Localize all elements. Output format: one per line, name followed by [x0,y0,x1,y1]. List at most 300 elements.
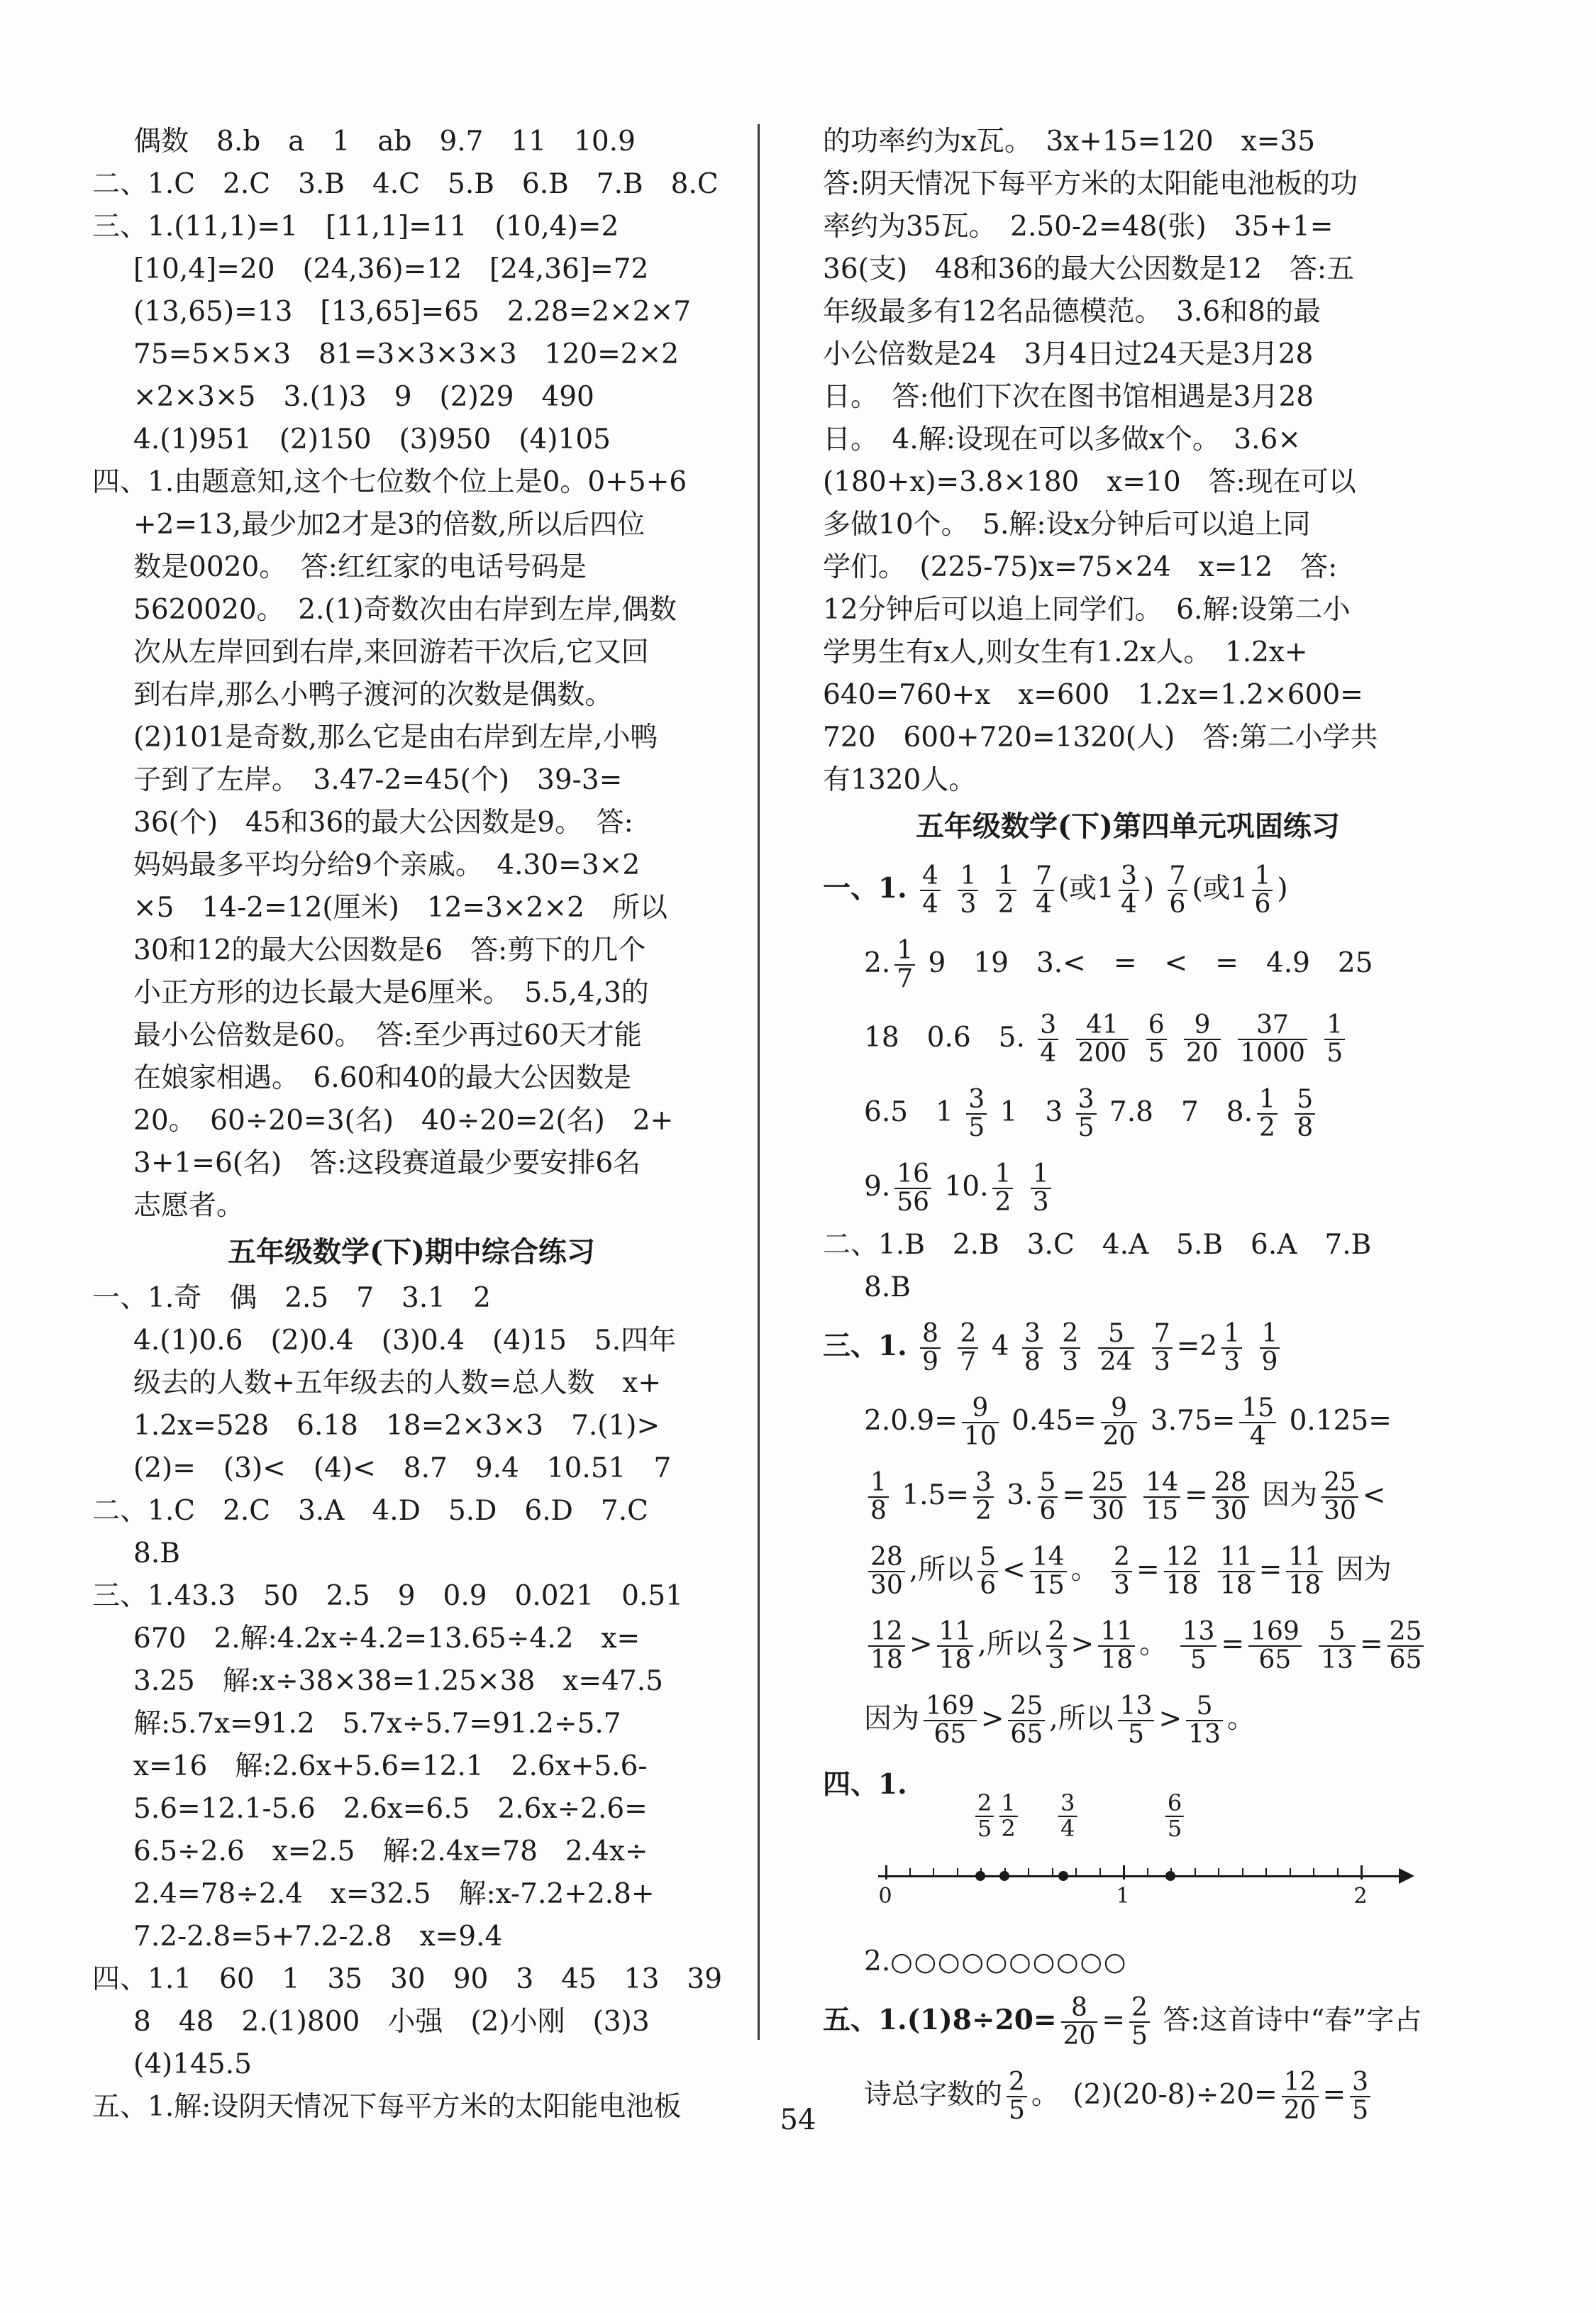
answer-line: 妈妈最多平均分给9个亲戚。 4.30=3×2 [133,849,641,881]
text: ,所以 [909,1554,974,1586]
answer-line: 8 48 2.(1)800 小强 (2)小刚 (3)3 [133,2006,650,2038]
fraction-denominator: 13 [1188,1720,1221,1749]
fraction-numerator: 28 [868,1544,905,1572]
number-line-tick [933,1868,934,1877]
number-line-tick [1337,1868,1339,1877]
answer-line: 级去的人数+五年级去的人数=总人数 x+ [133,1367,662,1399]
fraction-denominator: 9 [1261,1347,1278,1376]
fraction [1038,1469,1058,1525]
text: < [1362,1479,1386,1511]
number-line [864,1789,1433,1941]
answer-line: 3.25 解:x÷38×38=1.25×38 x=47.5 [133,1665,663,1697]
fraction-numerator: 12 [1164,1544,1201,1572]
fraction-numerator: 14 [1143,1469,1180,1498]
right-column [823,121,1433,2132]
fraction [868,1544,905,1599]
number-line-point [999,1871,1009,1881]
answer-line: 小正方形的边长最大是6厘米。 5.5,4,3的 [133,977,649,1009]
fraction [1295,1086,1315,1142]
answer-line: 8.B [133,1538,180,1569]
answer-line: 数是0020。 答:红红家的电话号码是 [133,551,587,583]
fraction [1286,1544,1323,1599]
text: 18 0.6 5. [864,1022,1025,1054]
fraction-numerator: 5 [1186,1693,1223,1721]
fraction-denominator: 5 [1148,1039,1165,1068]
fraction [1101,1395,1138,1450]
fraction-numerator: 2 [1112,1544,1132,1572]
fraction-denominator: 6 [1169,890,1186,919]
answer-line: (4)145.5 [133,2048,252,2080]
fraction-numerator: 3 [1058,1792,1077,1817]
fraction [1098,1320,1135,1376]
answer-line: 学男生有x人,则女生有1.2x人。 1.2x+ [823,636,1308,668]
number-line-point-label [1058,1789,1077,1842]
fraction-numerator: 1 [1260,1320,1280,1349]
answer-line: 一、1.奇 偶 2.5 7 3.1 2 [92,1282,491,1314]
text: = [1359,1628,1383,1660]
fraction-numerator: 3 [1350,2069,1370,2097]
fraction-numerator: 11 [1286,1544,1323,1572]
text: = [1185,1479,1208,1511]
answer-line: 36(个) 45和36的最大公因数是9。 答: [133,807,633,839]
fraction-denominator: 20 [1186,1039,1219,1068]
unit4-s3-row2 [823,1384,1433,1458]
fraction-numerator: 9 [962,1395,999,1423]
fraction-denominator: 15 [1031,1571,1065,1600]
answer-line: (180+x)=3.8×180 x=10 答:现在可以 [823,466,1356,498]
answer-line: 5.6=12.1-5.6 2.6x=6.5 2.6x÷2.6= [133,1793,648,1825]
fraction-numerator: 28 [1212,1469,1249,1498]
fraction-numerator: 1 [999,1792,1017,1817]
answer-line: 五、1.解:设阴天情况下每平方米的太阳能电池板 [92,2091,682,2123]
answer-line: 二、1.C 2.C 3.B 4.C 5.B 6.B 7.B 8.C [92,168,719,200]
text: 因为 [1336,1554,1392,1586]
fraction [1143,1469,1180,1525]
fraction-denominator: 3 [1114,1571,1130,1600]
midterm-answer-lines [92,1277,731,2129]
fraction-numerator: 25 [1387,1618,1424,1647]
answer-line: 志愿者。 [133,1190,245,1222]
fraction-numerator: 1 [894,937,915,966]
answer-line: 日。 4.解:设现在可以多做x个。 3.6× [823,424,1302,456]
text: 7.8 7 8. [1109,1096,1253,1128]
fraction-denominator: 18 [1219,1571,1253,1600]
text: 2.0.9= [864,1405,958,1437]
fraction-denominator: 7 [960,1347,977,1376]
fraction-denominator: 8 [870,1496,887,1525]
number-line-tick [1052,1868,1053,1877]
answer-line: 4.(1)0.6 (2)0.4 (3)0.4 (4)15 5.四年 [133,1325,677,1357]
fraction-denominator: 65 [1389,1645,1422,1674]
text: 4 [991,1330,1009,1362]
number-line-label: 2 [1353,1884,1368,1909]
fraction-numerator: 4 [920,863,941,891]
column-divider [758,124,760,2040]
fraction-numerator: 1 [868,1469,889,1498]
fraction-denominator: 3 [1048,1645,1065,1674]
fraction-numerator: 1 [1221,1320,1242,1349]
fraction-denominator: 2 [994,1188,1012,1217]
answer-line: 720 600+720=1320(人) 答:第二小学共 [823,722,1378,753]
fraction [966,1086,987,1142]
answer-line: 多做10个。 5.解:设x分钟后可以追上同 [823,509,1311,541]
fraction-numerator: 8 [1061,1994,1098,2023]
fraction-denominator: 6 [1254,890,1271,919]
unit4-s3-row4 [823,1533,1433,1607]
fraction [1033,863,1054,918]
fraction [996,863,1016,918]
number-line-label: 0 [878,1884,892,1909]
fraction-denominator: 4 [922,890,939,919]
answer-line: ×5 14-2=12(厘米) 12=3×2×2 所以 [133,892,667,924]
fraction-denominator: 30 [1092,1496,1124,1525]
text: = [1322,2079,1346,2111]
answer-line: 三、1.43.3 50 2.5 9 0.9 0.021 0.51 [92,1580,684,1612]
answer-line: 解:5.7x=91.2 5.7x÷5.7=91.2÷5.7 [133,1708,621,1740]
answer-line: 在娘家相遇。 6.60和40的最大公因数是 [133,1062,631,1094]
text: 3.75= [1150,1405,1236,1437]
answer-line: 36(支) 48和36的最大公因数是12 答:五 [823,253,1355,285]
fraction [992,1161,1013,1216]
number-line-label: 1 [1116,1884,1130,1909]
page-number: 54 [780,2104,816,2136]
fraction-denominator: 65 [1258,1645,1292,1674]
unit4-s3-row5 [823,1607,1433,1682]
fraction [1218,1544,1255,1599]
fraction [894,937,915,993]
fraction [924,1693,977,1748]
section-label: 四、1. [823,1768,907,1801]
fraction [1319,1618,1356,1674]
fraction-denominator: 5 [1167,1814,1182,1842]
fraction-denominator: 9 [922,1347,939,1376]
fraction [937,1618,974,1674]
fraction-numerator: 8 [920,1320,941,1349]
fraction-denominator: 30 [1324,1496,1356,1525]
fraction-numerator: 1 [1324,1012,1345,1040]
fraction [1022,1320,1043,1376]
answer-line: 2.4=78÷2.4 x=32.5 解:x-7.2+2.8+ [133,1878,655,1910]
fraction-numerator: 13 [1180,1618,1217,1647]
fraction-numerator: 7 [1033,863,1054,891]
number-line-tick [1218,1868,1219,1877]
answer-line: 6.5÷2.6 x=2.5 解:2.4x=78 2.4x÷ [133,1836,648,1867]
fraction-denominator: 8 [1024,1347,1041,1376]
answer-line: (13,65)=13 [13,65]=65 2.28=2×2×7 [133,296,692,328]
unit4-s3-row1 [823,1309,1433,1384]
text: (或1 [1192,873,1248,905]
answer-line: (2)101是奇数,那么它是由右岸到左岸,小鸭 [133,722,658,753]
fraction-numerator: 16 [894,1161,931,1189]
fraction-numerator: 13 [1118,1693,1155,1721]
answer-line: 日。 答:他们下次在图书馆相遇是3月28 [823,381,1314,413]
number-line-tick [1099,1868,1101,1877]
fraction-denominator: 4 [1121,890,1137,919]
fraction-denominator: 18 [1165,1571,1199,1600]
fraction-denominator: 56 [897,1188,930,1217]
fraction [1152,1320,1173,1376]
number-line-point [1058,1871,1068,1881]
fraction-numerator: 25 [1008,1693,1045,1721]
answer-line: 三、1.(11,1)=1 [11,1]=11 (10,4)=2 [92,211,619,243]
unit4-choice-line2: 8.B [864,1271,911,1303]
fraction [962,1395,999,1450]
fraction [920,863,941,918]
number-line-tick [1361,1865,1363,1879]
fraction-denominator: 2 [1001,1814,1016,1842]
number-line-tick [1265,1868,1267,1877]
fraction-denominator: 3 [1224,1347,1241,1376]
fraction-numerator: 169 [924,1693,977,1721]
number-line-tick [1028,1868,1029,1877]
fraction-numerator: 2 [1046,1618,1067,1647]
text: 。 [1139,1628,1168,1660]
fraction-denominator: 24 [1099,1347,1133,1376]
fraction-numerator: 2 [1007,2069,1027,2097]
fraction-denominator: 13 [1321,1645,1353,1674]
text: > [980,1703,1004,1735]
text: =2 [1176,1330,1218,1362]
number-line-tick [1290,1868,1291,1877]
text: = [1102,2004,1126,2036]
fraction [1239,1395,1276,1450]
fraction-numerator: 6 [1146,1012,1167,1040]
fraction-numerator: 2 [1060,1320,1080,1349]
fraction-denominator: 2 [997,890,1014,919]
text: ,所以 [1049,1703,1114,1735]
circle-row: ○○○○○○○○○○ [890,1948,1128,1977]
answer-line: 率约为35瓦。 2.50-2=48(张) 35+1= [823,211,1334,243]
fraction-numerator: 41 [1076,1012,1129,1040]
answer-line: [10,4]=20 (24,36)=12 [24,36]=72 [133,253,649,285]
fraction-numerator: 5 [1038,1469,1058,1498]
unit4-row3 [823,1000,1433,1075]
text: (或1 [1058,873,1114,905]
text: > [1158,1703,1182,1735]
right-answer-lines [823,121,1433,802]
fraction-denominator: 20 [1102,1422,1136,1451]
fraction [1076,1012,1129,1067]
fraction [973,1469,994,1525]
number-line-tick [1313,1868,1314,1877]
fraction [1118,1693,1155,1748]
answer-line: 二、1.C 2.C 3.A 4.D 5.D 6.D 7.C [92,1495,648,1527]
fraction-numerator: 14 [1030,1544,1067,1572]
fraction-numerator: 2 [958,1320,978,1349]
fraction-numerator: 7 [1168,863,1188,891]
answer-line: 670 2.解:4.2x÷4.2=13.65÷4.2 x= [133,1623,641,1655]
text: 0.45= [1012,1405,1097,1437]
fraction-denominator: 4 [1036,890,1052,919]
text: 。 [1226,1703,1255,1735]
fraction-denominator: 3 [1032,1188,1049,1217]
text: > [909,1628,933,1660]
unit4-s3-row6 [823,1682,1433,1756]
fraction-denominator: 5 [1190,1645,1207,1674]
fraction [1212,1469,1249,1525]
fraction [1184,1012,1221,1067]
fraction [1387,1618,1424,1674]
fraction [1164,1544,1201,1599]
number-line-tick [1147,1868,1148,1877]
answer-line: 年级最多有12名品德模范。 3.6和8的最 [823,296,1321,328]
answer-line: (2)= (3)< (4)< 8.7 9.4 10.51 7 [133,1452,672,1484]
fraction-denominator: 4 [1040,1039,1057,1068]
number-line-point-label [975,1789,994,1842]
answer-line: 75=5×5×3 81=3×3×3×3 120=2×2 [133,338,680,370]
fraction-denominator: 18 [870,1645,903,1674]
fraction [958,1320,978,1376]
fraction [1248,1618,1302,1674]
fraction-denominator: 10 [963,1422,997,1451]
fraction-denominator: 20 [1063,2021,1096,2050]
text: 因为 [864,1703,920,1735]
answer-line: 次从左岸回到右岸,来回游若干次后,它又回 [133,636,649,668]
text: = [1062,1479,1086,1511]
fraction-numerator: 169 [1248,1618,1302,1647]
text: 9. [864,1171,891,1203]
fraction-denominator: 6 [1039,1496,1056,1525]
fraction-numerator: 5 [1319,1618,1356,1647]
fraction-numerator: 3 [973,1469,994,1498]
text: = [1136,1554,1160,1586]
fraction [1098,1618,1135,1674]
text: 答:这首诗中“春”字占 [1163,2004,1422,2036]
text: 2. [864,1945,891,1977]
fraction [1076,1086,1097,1142]
unit4-row4 [823,1075,1433,1149]
fraction-numerator: 9 [1101,1395,1138,1423]
text: 3. [1007,1479,1033,1511]
answer-line: 1.2x=528 6.18 18=2×3×3 7.(1)> [133,1410,660,1442]
text: 。 [1070,1554,1099,1586]
number-line-point-label [999,1789,1017,1842]
fraction [1090,1469,1126,1525]
text: 因为 [1262,1479,1318,1511]
answer-line: 答:阴天情况下每平方米的太阳能电池板的功 [823,168,1358,200]
fraction-numerator: 11 [1098,1618,1135,1647]
unit4-s1-row [823,851,1433,926]
fraction-denominator: 30 [1214,1496,1247,1525]
fraction [1046,1618,1067,1674]
number-line-tick [1075,1868,1077,1877]
fraction [1119,863,1139,918]
fraction [1030,1544,1067,1599]
fraction-denominator: 7 [897,964,914,993]
answer-line: 20。 60÷20=3(名) 40÷20=2(名) 2+ [133,1105,674,1137]
fraction-denominator: 2 [1258,1113,1275,1142]
fraction [1168,863,1188,918]
unit4-s4-q2-row [823,1941,1433,1983]
fraction-numerator: 11 [937,1618,974,1647]
fraction-numerator: 1 [996,863,1016,891]
fraction-denominator: 5 [1131,2021,1148,2050]
fraction-denominator: 5 [1352,2096,1369,2125]
unit4-s4-label-row [823,1756,1433,1801]
fraction-denominator: 5 [968,1113,985,1142]
answer-line: ×2×3×5 3.(1)3 9 (2)29 490 [133,381,594,413]
fraction-numerator: 7 [1152,1320,1173,1349]
fraction [1257,1086,1278,1142]
fraction [1061,1994,1098,2050]
midterm-heading: 五年级数学(下)期中综合练习 [228,1235,595,1269]
fraction-numerator: 3 [1022,1320,1043,1349]
fraction-numerator: 1 [1031,1161,1051,1189]
text: 五、1.(1)8÷20= [823,2004,1057,2036]
fraction-denominator: 5 [1326,1039,1343,1068]
text: 9 19 3.< = < = 4.9 25 [928,947,1373,979]
number-line-tick [1242,1868,1243,1877]
answer-line: 30和12的最大公因数是6 答:剪下的几个 [133,934,646,966]
text: 0.125= [1289,1405,1392,1437]
fraction [868,1469,889,1525]
answer-line: 偶数 8.b a 1 ab 9.7 11 10.9 [133,126,636,158]
fraction-numerator: 37 [1238,1012,1307,1040]
answer-line: +2=13,最少加2才是3的倍数,所以后四位 [133,509,645,541]
fraction-numerator: 12 [1282,2069,1319,2097]
text: 2. [864,947,891,979]
fraction-denominator: 5 [1128,1720,1144,1749]
answer-line: 有1320人。 [823,764,977,796]
answer-line: 小公倍数是24 3月4日过24天是3月28 [823,338,1314,370]
fraction-denominator: 8 [1297,1113,1314,1142]
text: 10. [944,1171,989,1203]
unit4-heading: 五年级数学(下)第四单元巩固练习 [916,810,1340,843]
fraction-numerator: 1 [1252,863,1273,891]
fraction-numerator: 25 [1090,1469,1126,1498]
answer-line: 最小公倍数是60。 答:至少再过60天才能 [133,1020,642,1051]
fraction-denominator: 1000 [1240,1039,1305,1068]
fraction-denominator: 3 [1062,1347,1079,1376]
section-label: 三、1. [823,1330,907,1362]
fraction-denominator: 5 [1009,2096,1025,2125]
text: 6.5 1 [864,1096,953,1128]
fraction-denominator: 6 [980,1571,997,1600]
number-line-tick [1195,1868,1196,1877]
fraction [1180,1618,1217,1674]
fraction-numerator: 5 [1295,1086,1315,1115]
fraction [1112,1544,1132,1599]
number-line-tick [909,1868,911,1877]
fraction-numerator: 1 [992,1161,1013,1189]
fraction-denominator: 3 [960,890,977,919]
text: ) [1143,873,1155,905]
fraction-numerator: 11 [1218,1544,1255,1572]
fraction-denominator: 5 [1077,1113,1095,1142]
fraction-numerator: 9 [1184,1012,1221,1040]
fraction-numerator: 25 [1321,1469,1358,1498]
fraction [1324,1012,1345,1067]
number-line-point [975,1871,985,1881]
fraction [1186,1693,1223,1748]
answer-line: 5620020。 2.(1)奇数次由右岸到左岸,偶数 [133,594,677,626]
answer-line: 子到了左岸。 3.47-2=45(个) 39-3= [133,764,623,796]
fraction-numerator: 5 [1098,1320,1135,1349]
fraction [1038,1012,1058,1067]
fraction-numerator: 6 [1165,1792,1184,1817]
left-answer-lines [92,121,731,1227]
fraction-denominator: 30 [870,1571,903,1600]
unit4-choice-line1: 二、1.B 2.B 3.C 4.A 5.B 6.A 7.B [823,1229,1372,1261]
text: 1 3 [999,1096,1063,1128]
fraction-numerator: 1 [1257,1086,1278,1115]
number-line-tick [957,1868,958,1877]
text: 诗总字数的 [864,2079,1003,2111]
fraction [1260,1320,1280,1376]
fraction-denominator: 18 [1100,1645,1134,1674]
unit4-s5-row1 [823,1983,1433,2058]
number-line-tick [1123,1865,1125,1879]
